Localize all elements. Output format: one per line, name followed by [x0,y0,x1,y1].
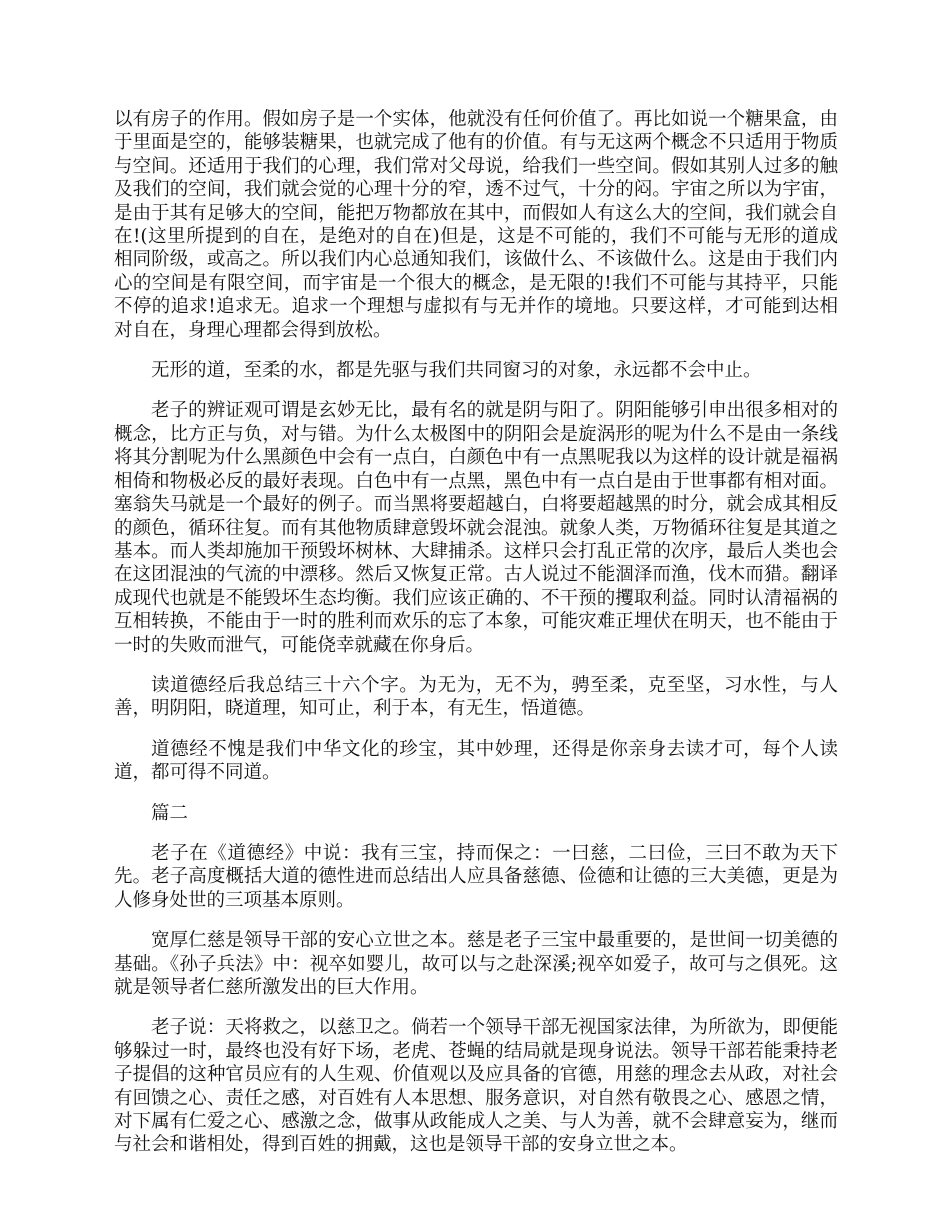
section-heading: 篇二 [151,802,189,824]
paragraph-formless-dao: 无形的道，至柔的水，都是先驱与我们共同窗习的对象，永远都不会中止。 [151,360,762,382]
paragraph-heaven-saves: 老子说：天将救之，以慈卫之。倘若一个领导干部无视国家法律，为所欲为，即便能够躲过一时，最终也没有好下场，老虎、苍蝇的结局就是现身说法。领导干部若能秉持老子提倡的这种官员应有的人生观、价值观以及应具备的官德，用慈的理念去从政，对社会有回馈之心、责任之感，对百姓有人本思想、服务意识，对自然有敬畏之心、感恩之情，对下属有仁爱之心、感激之念，做事从政能成人之美、与人为善，就不会肆意妄为，继而与社会和谐相处，得到百姓的拥戴，这也是领导干部的安身立世之本。 [114,1017,838,1156]
paragraph-yin-yang: 老子的辨证观可谓是玄妙无比，最有名的就是阴与阳了。阴阳能够引申出很多相对的概念，比方正与负，对与错。为什么太极图中的阴阳会是旋涡形的呢为什么不是由一条线将其分割呢为什么黑颜色中会有一点白，白颜色中有一点黑呢我以为这样的设计就是福祸相倚和物极必反的最好表现。白色中有一点黑，黑色中有一点白是由于世事都有相对面。塞翁失马就是一个最好的例子。而当黑将要超越白，白将要超越黑的时分，就会成其相反的颜色，循环往复。而有其他物质肆意毁坏就会混浊。就象人类，万物循环往复是其道之基本。而人类却施加干预毁坏树林、大肆捕杀。这样只会打乱正常的次序，最后人类也会在这团混浊的气流的中漂移。然后又恢复正常。古人说过不能涸泽而渔，伐木而猎。翻译成现代也就是不能毁坏生态均衡。我们应该正确的、不干预的攫取利益。同时认清福祸的互相转换，不能由于一时的胜利而欢乐的忘了本象，可能灾难正埋伏在明天，也不能由于一时的失败而泄气，可能侥幸就藏在你身后。 [114,400,838,656]
paragraph-three-treasures: 老子在《道德经》中说：我有三宝，持而保之：一曰慈，二曰俭，三曰不敢为天下先。老子高度概括大道的德性进而总结出人应具备慈德、俭德和让德的三大美德，更是为人修身处世的三项基本原则。 [114,842,838,911]
paragraph-treasure: 道德经不愧是我们中华文化的珍宝，其中妙理，还得是你亲身去读才可，每个人读道，都可得不同道。 [114,738,838,784]
paragraph-thirty-six-characters: 读道德经后我总结三十六个字。为无为，无不为，骋至柔，克至坚，习水性，与人善，明阴阳，晓道理，知可止，利于本，有无生，悟道德。 [114,674,838,720]
paragraph-continued: 以有房子的作用。假如房子是一个实体，他就没有任何价值了。再比如说一个糖果盒，由于里面是空的，能够装糖果，也就完成了他有的价值。有与无这两个概念不只适用于物质与空间。还适用于我们的心理，我们常对父母说，给我们一些空间。假如其别人过多的触及我们的空间，我们就会觉的心理十分的窄，透不过气，十分的闷。宇宙之所以为宇宙，是由于其有足够大的空间，能把万物都放在其中，而假如人有这么大的空间，我们就会自在!(这里所提到的自在，是绝对的自在)但是，这是不可能的，我们不可能与无形的道成相同阶级，或高之。所以我们内心总通知我们，该做什么、不该做什么。这是由于我们内心的空间是有限空间，而宇宙是一个很大的概念，是无限的!我们不可能与其持平，只能不停的追求!追求无。追求一个理想与虚拟有与无并作的境地。只要这样，才可能到达相对自在，身理心理都会得到放松。 [114,109,838,341]
paragraph-benevolence: 宽厚仁慈是领导干部的安心立世之本。慈是老子三宝中最重要的，是世间一切美德的基础。《孙子兵法》中：视卒如婴儿，故可以与之赴深溪;视卒如爱子，故可与之俱死。这就是领导者仁慈所激发出的巨大作用。 [114,930,838,998]
